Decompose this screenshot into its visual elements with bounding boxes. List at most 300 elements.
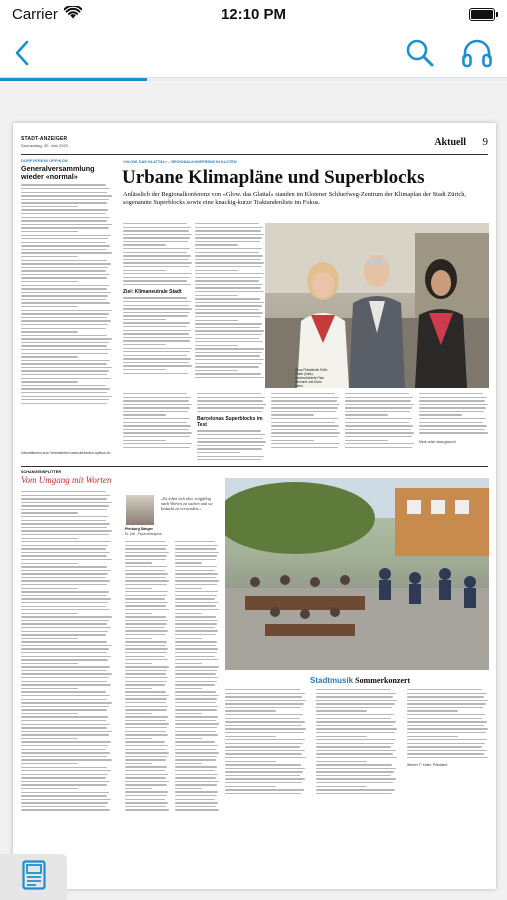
text-line xyxy=(195,223,259,224)
page-thumbnails-button[interactable] xyxy=(0,854,67,900)
text-line xyxy=(271,429,337,430)
text-line xyxy=(195,270,238,271)
text-line xyxy=(125,552,169,553)
text-line xyxy=(123,227,191,228)
text-line xyxy=(21,809,110,810)
text-line xyxy=(125,756,167,757)
text-line xyxy=(125,734,168,735)
text-line xyxy=(175,573,218,574)
text-line xyxy=(123,362,189,363)
text-line xyxy=(345,447,412,448)
text-line xyxy=(225,739,305,740)
text-line xyxy=(125,795,167,796)
text-line xyxy=(407,753,484,754)
text-line xyxy=(21,491,106,492)
text-line xyxy=(175,663,202,664)
text-line xyxy=(271,400,337,401)
text-line xyxy=(345,422,409,423)
text-line xyxy=(225,789,304,790)
text-line xyxy=(316,775,391,776)
text-line xyxy=(21,267,108,268)
text-line xyxy=(195,341,263,342)
text-line xyxy=(316,764,392,765)
text-line xyxy=(225,710,276,711)
text-line xyxy=(175,677,218,678)
text-line xyxy=(21,738,78,739)
text-line xyxy=(125,627,165,628)
text-line xyxy=(225,778,305,779)
text-line xyxy=(197,407,264,408)
nav-bar xyxy=(0,28,507,78)
text-line xyxy=(125,659,168,660)
text-line xyxy=(125,774,168,775)
text-line xyxy=(195,312,263,313)
text-line xyxy=(345,425,413,426)
text-line xyxy=(21,285,109,286)
text-line xyxy=(123,230,189,231)
text-line xyxy=(21,512,78,513)
text-line xyxy=(21,777,106,778)
text-line xyxy=(21,616,112,617)
text-line xyxy=(21,505,109,506)
bottom-col-1-text xyxy=(123,393,193,450)
text-line xyxy=(123,262,192,263)
text-line xyxy=(21,538,78,539)
text-line xyxy=(123,280,187,281)
text-line xyxy=(125,630,168,631)
text-line xyxy=(407,725,484,726)
text-line xyxy=(21,731,112,732)
text-line xyxy=(21,752,110,753)
text-line xyxy=(123,440,166,441)
text-line xyxy=(175,645,216,646)
text-line xyxy=(125,766,167,767)
text-line xyxy=(316,728,397,729)
text-line xyxy=(195,230,261,231)
text-line xyxy=(125,595,167,596)
text-line xyxy=(195,327,260,328)
text-line xyxy=(175,774,218,775)
text-line xyxy=(21,666,110,667)
text-line xyxy=(125,666,169,667)
text-line xyxy=(195,266,262,267)
text-line xyxy=(125,684,165,685)
text-line xyxy=(21,396,112,397)
text-line xyxy=(123,330,191,331)
text-line xyxy=(195,287,261,288)
text-line xyxy=(195,352,262,353)
text-line xyxy=(123,425,191,426)
main-article-kicker: «GLOW. DAS GLATTAL» – REGIONALKONFERENZ IN KLOTEN xyxy=(123,160,237,164)
text-line xyxy=(21,192,107,193)
headphones-icon[interactable] xyxy=(461,38,493,68)
text-line xyxy=(316,778,396,779)
text-line xyxy=(225,693,305,694)
text-line xyxy=(21,720,106,721)
text-line xyxy=(123,308,192,309)
text-line xyxy=(125,602,168,603)
text-line xyxy=(195,305,262,306)
concert-col-3 xyxy=(407,689,489,767)
issue-date: Donnerstag, 30. Juni 2022 xyxy=(21,143,68,148)
text-line xyxy=(123,393,187,394)
column-col-1-text xyxy=(21,491,113,813)
text-line xyxy=(21,566,107,567)
text-line xyxy=(125,591,168,592)
text-line xyxy=(125,727,167,728)
text-line xyxy=(175,695,219,696)
text-line xyxy=(175,723,219,724)
text-line xyxy=(175,616,216,617)
left-article[interactable] xyxy=(21,159,113,455)
text-line xyxy=(125,559,166,560)
text-line xyxy=(175,763,202,764)
text-line xyxy=(271,407,338,408)
text-line xyxy=(419,404,488,405)
text-line xyxy=(195,320,238,321)
text-line xyxy=(175,756,217,757)
text-line xyxy=(225,714,303,715)
chevron-left-icon[interactable] xyxy=(14,40,30,66)
text-line xyxy=(21,545,108,546)
text-line xyxy=(175,749,216,750)
text-line xyxy=(316,786,367,787)
text-line xyxy=(123,373,188,374)
text-line xyxy=(316,725,393,726)
text-line xyxy=(407,757,488,758)
text-line xyxy=(419,414,462,415)
column-col-1 xyxy=(21,491,113,813)
text-line xyxy=(21,695,110,696)
text-line xyxy=(225,718,300,719)
text-line xyxy=(125,584,167,585)
column-col-3-text xyxy=(175,541,219,813)
text-line xyxy=(21,277,107,278)
text-line xyxy=(123,273,192,274)
text-line xyxy=(125,749,166,750)
text-line xyxy=(21,580,110,581)
text-line xyxy=(175,713,202,714)
bottom-col-4-text xyxy=(345,393,415,450)
text-line xyxy=(175,638,202,639)
text-line xyxy=(419,432,488,433)
text-line xyxy=(175,659,218,660)
text-line xyxy=(125,745,168,746)
text-line xyxy=(316,732,395,733)
text-line xyxy=(123,284,191,285)
text-line xyxy=(21,652,107,653)
text-line xyxy=(125,623,167,624)
text-line xyxy=(123,397,191,398)
text-line xyxy=(21,498,107,499)
text-line xyxy=(21,530,112,531)
text-line xyxy=(175,555,217,556)
text-line xyxy=(271,422,335,423)
text-line xyxy=(225,775,300,776)
text-line xyxy=(195,291,264,292)
text-line xyxy=(195,280,259,281)
text-line xyxy=(316,714,394,715)
text-line xyxy=(345,393,409,394)
text-line xyxy=(125,573,168,574)
text-line xyxy=(316,736,367,737)
text-line xyxy=(21,328,106,329)
text-line xyxy=(125,555,167,556)
text-line xyxy=(21,684,111,685)
text-line xyxy=(123,326,187,327)
text-line xyxy=(175,656,215,657)
text-line xyxy=(21,706,109,707)
text-line xyxy=(175,666,219,667)
text-line xyxy=(271,397,339,398)
text-line xyxy=(21,756,107,757)
text-line xyxy=(407,739,487,740)
text-line xyxy=(175,595,217,596)
text-line xyxy=(21,631,108,632)
text-line xyxy=(175,781,219,782)
text-line xyxy=(225,707,301,708)
concert-col-1 xyxy=(225,689,307,796)
text-line xyxy=(175,777,216,778)
text-line xyxy=(175,766,217,767)
text-line xyxy=(271,436,338,437)
text-line xyxy=(225,750,305,751)
text-line xyxy=(316,739,396,740)
text-line xyxy=(21,202,107,203)
text-line xyxy=(195,348,264,349)
text-line xyxy=(125,620,168,621)
text-line xyxy=(123,340,190,341)
text-line xyxy=(419,418,486,419)
main-article-photo[interactable] xyxy=(265,223,489,388)
text-line xyxy=(123,234,192,235)
text-line xyxy=(175,802,218,803)
text-line xyxy=(123,270,166,271)
text-line xyxy=(225,700,306,701)
text-line xyxy=(21,788,78,789)
text-line xyxy=(123,305,189,306)
text-line xyxy=(175,673,216,674)
text-line xyxy=(21,648,109,649)
text-line xyxy=(125,641,167,642)
text-line xyxy=(21,374,107,375)
text-line xyxy=(21,570,111,571)
text-line xyxy=(21,806,106,807)
concert-headline[interactable] xyxy=(310,676,410,685)
text-line xyxy=(175,566,217,567)
text-line xyxy=(175,648,218,649)
text-line xyxy=(175,559,216,560)
text-line xyxy=(21,360,110,361)
text-line xyxy=(21,317,107,318)
text-line xyxy=(123,241,188,242)
text-line xyxy=(21,324,108,325)
text-line xyxy=(21,245,110,246)
text-line xyxy=(21,584,107,585)
text-line xyxy=(21,745,108,746)
text-line xyxy=(175,598,215,599)
text-line xyxy=(21,770,111,771)
text-line xyxy=(407,743,485,744)
text-line xyxy=(21,749,106,750)
text-line xyxy=(21,527,107,528)
text-line xyxy=(316,696,393,697)
text-line xyxy=(345,404,414,405)
text-line xyxy=(21,699,107,700)
text-line xyxy=(345,418,412,419)
text-line xyxy=(175,609,219,610)
text-line xyxy=(125,688,152,689)
text-line xyxy=(195,330,264,331)
text-line xyxy=(419,422,483,423)
text-line xyxy=(195,237,262,238)
text-line xyxy=(175,784,217,785)
text-line xyxy=(271,447,338,448)
text-line xyxy=(123,255,191,256)
text-line xyxy=(123,429,189,430)
text-line xyxy=(195,338,259,339)
text-line xyxy=(175,552,219,553)
text-line xyxy=(125,545,168,546)
status-bar xyxy=(0,0,507,28)
text-line xyxy=(21,213,106,214)
text-line xyxy=(123,436,190,437)
text-line xyxy=(125,784,167,785)
text-line xyxy=(175,788,202,789)
text-line xyxy=(316,750,396,751)
text-line xyxy=(21,670,107,671)
text-line xyxy=(407,689,482,690)
text-line xyxy=(21,606,106,607)
text-line xyxy=(21,588,78,589)
text-line xyxy=(21,270,106,271)
column-kicker: SCHANGENSPLITTER xyxy=(21,470,62,474)
text-line xyxy=(125,713,152,714)
text-line xyxy=(21,673,112,674)
concert-photo[interactable] xyxy=(225,478,489,670)
text-line xyxy=(175,806,216,807)
text-line xyxy=(21,724,110,725)
text-line xyxy=(195,262,264,263)
text-line xyxy=(21,523,110,524)
newspaper-page[interactable] xyxy=(13,123,496,889)
text-line xyxy=(407,718,482,719)
text-line xyxy=(21,548,106,549)
text-line xyxy=(175,752,219,753)
text-line xyxy=(195,370,238,371)
text-line xyxy=(21,345,107,346)
text-line xyxy=(125,677,168,678)
text-line xyxy=(195,302,264,303)
text-line xyxy=(175,681,217,682)
concert-headline-keyword: Stadtmusik xyxy=(310,676,354,685)
left-article-title: Generalversammlung wieder «normal» xyxy=(21,164,95,182)
text-line xyxy=(419,425,487,426)
text-line xyxy=(316,757,397,758)
text-line xyxy=(345,414,388,415)
text-line xyxy=(21,495,110,496)
text-line xyxy=(197,411,262,412)
text-line xyxy=(123,418,190,419)
text-line xyxy=(316,768,396,769)
text-line xyxy=(195,366,259,367)
column-title[interactable]: Vom Umgang mit Worten xyxy=(21,475,112,485)
column-pull-quote: «Es lohnt sich also, sorgfältig nach Worten zu suchen und sie bedacht zu verwenden.» xyxy=(161,496,213,512)
text-line xyxy=(21,541,111,542)
page-viewer[interactable] xyxy=(0,81,507,900)
text-line xyxy=(123,301,191,302)
text-line xyxy=(195,323,262,324)
text-line xyxy=(21,388,110,389)
text-line xyxy=(197,445,264,446)
text-line xyxy=(125,752,169,753)
text-line xyxy=(125,702,166,703)
text-line xyxy=(195,316,261,317)
text-line xyxy=(125,720,166,721)
text-line xyxy=(225,721,305,722)
text-line xyxy=(21,381,78,382)
text-line xyxy=(21,399,109,400)
text-line xyxy=(316,703,395,704)
text-line xyxy=(125,741,165,742)
text-line xyxy=(21,260,107,261)
text-line xyxy=(316,707,392,708)
text-line xyxy=(21,591,109,592)
text-line xyxy=(123,237,190,238)
main-article-title[interactable]: Urbane Klimapläne und Superblocks xyxy=(122,167,425,188)
text-line xyxy=(316,718,391,719)
text-line xyxy=(123,337,192,338)
left-article-body xyxy=(21,184,113,406)
text-line xyxy=(271,393,335,394)
text-line xyxy=(407,693,487,694)
text-line xyxy=(225,732,304,733)
main-subhead-2: Barcelonas Superblocks im Test xyxy=(197,416,263,429)
text-line xyxy=(195,309,259,310)
text-line xyxy=(195,244,238,245)
text-line xyxy=(21,306,78,307)
text-line xyxy=(125,541,165,542)
text-line xyxy=(195,259,261,260)
text-line xyxy=(21,356,78,357)
text-line xyxy=(407,700,488,701)
text-line xyxy=(21,691,106,692)
text-line xyxy=(175,716,218,717)
text-line xyxy=(125,656,165,657)
text-line xyxy=(21,573,108,574)
text-line xyxy=(21,559,112,560)
text-line xyxy=(21,209,108,210)
text-line xyxy=(21,367,112,368)
text-line xyxy=(125,605,166,606)
text-line xyxy=(21,256,78,257)
text-line xyxy=(195,252,259,253)
text-line xyxy=(21,688,78,689)
search-icon[interactable] xyxy=(405,38,435,68)
text-line xyxy=(225,793,301,794)
text-line xyxy=(21,299,106,300)
text-line xyxy=(225,771,303,772)
text-line xyxy=(123,432,192,433)
text-line xyxy=(21,520,106,521)
text-line xyxy=(21,338,112,339)
main-article-col-1 xyxy=(123,223,193,376)
text-line xyxy=(271,443,340,444)
text-line xyxy=(175,706,218,707)
text-line xyxy=(316,710,367,711)
text-line xyxy=(125,562,152,563)
text-line xyxy=(123,355,187,356)
